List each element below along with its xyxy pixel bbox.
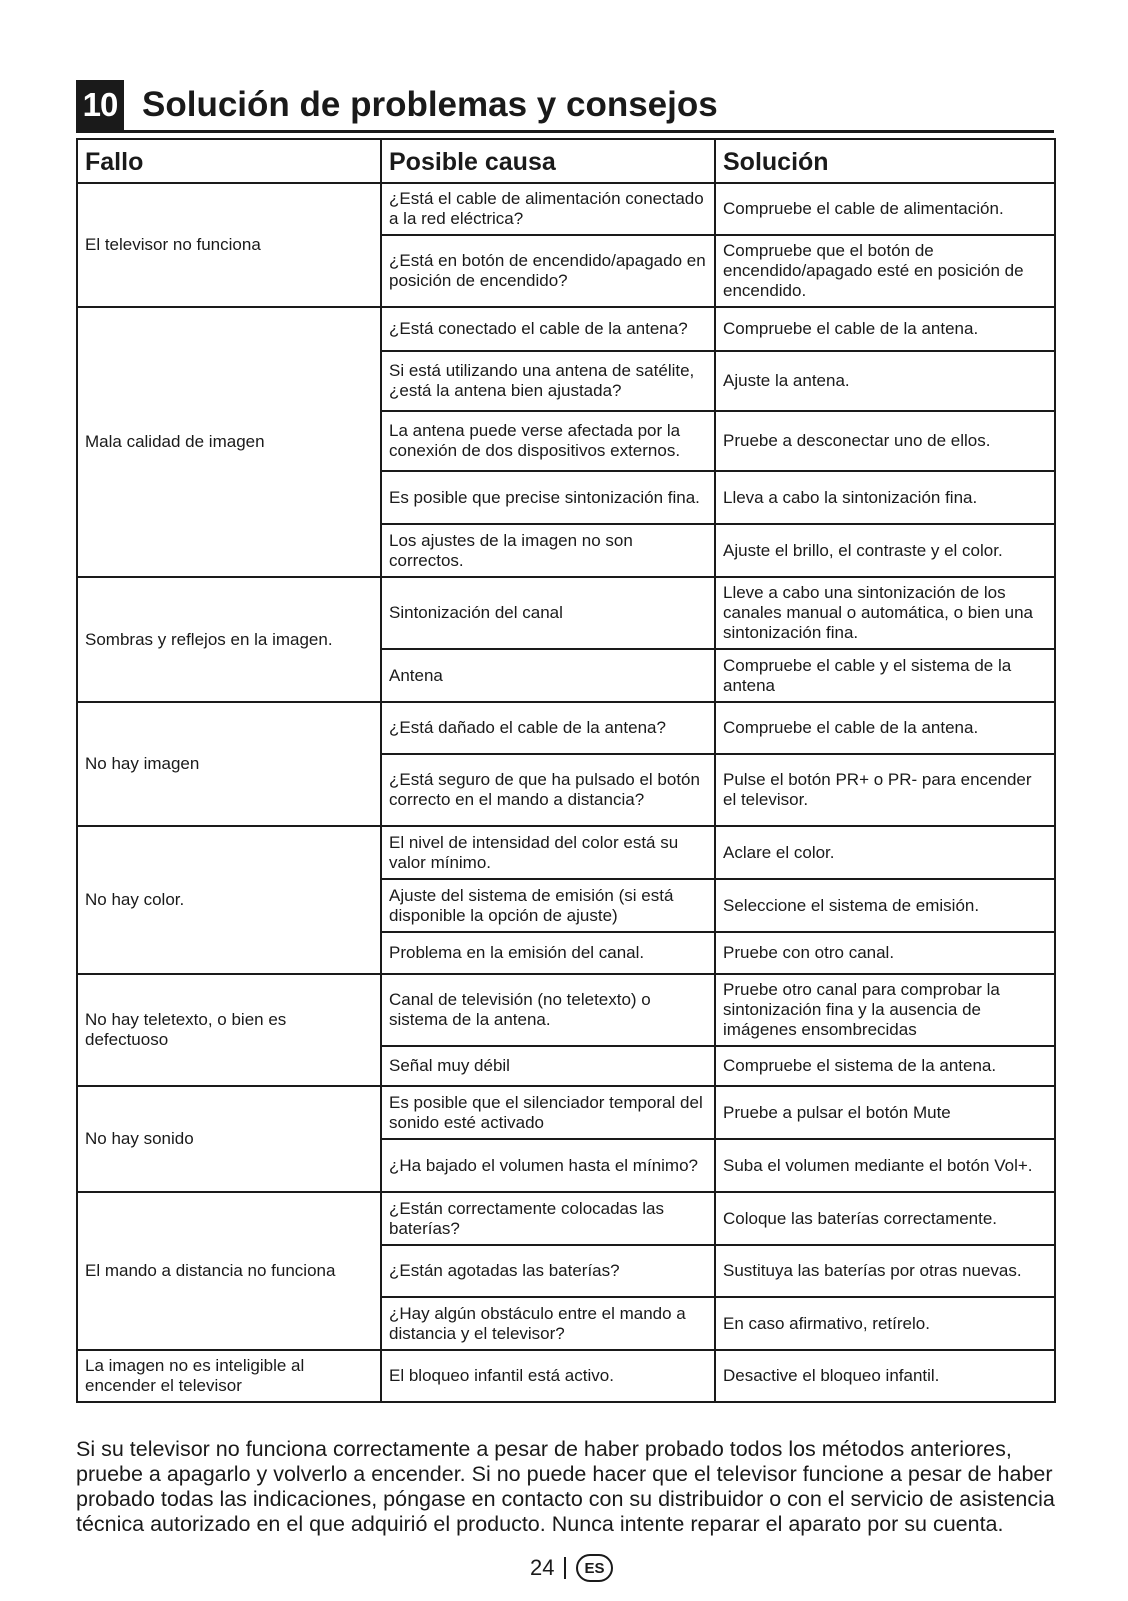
fault-cell: No hay imagen: [77, 702, 381, 826]
cause-cell: ¿Están agotadas las baterías?: [381, 1245, 715, 1297]
cause-cell: El nivel de intensidad del color está su valor mínimo.: [381, 826, 715, 879]
cause-cell: Antena: [381, 649, 715, 702]
column-header-fallo: Fallo: [77, 139, 381, 183]
solution-cell: Suba el volumen mediante el botón Vol+.: [715, 1139, 1055, 1192]
cause-cell: Problema en la emisión del canal.: [381, 932, 715, 974]
table-row: [77, 1086, 1055, 1139]
section-header: [76, 80, 1054, 133]
cause-cell: Si está utilizando una antena de satélite, ¿está la antena bien ajustada?: [381, 351, 715, 411]
cause-cell: ¿Hay algún obstáculo entre el mando a distancia y el televisor?: [381, 1297, 715, 1350]
solution-cell: Pruebe a desconectar uno de ellos.: [715, 411, 1055, 471]
solution-cell: Lleve a cabo una sintonización de los canales manual o automática, o bien una sintonización fina.: [715, 577, 1055, 649]
solution-cell: Ajuste la antena.: [715, 351, 1055, 411]
table-row: [77, 1350, 1055, 1402]
solution-cell: Compruebe el cable de la antena.: [715, 702, 1055, 754]
solution-cell: En caso afirmativo, retírelo.: [715, 1297, 1055, 1350]
fault-cell: No hay teletexto, o bien es defectuoso: [77, 974, 381, 1086]
solution-cell: Coloque las baterías correctamente.: [715, 1192, 1055, 1245]
solution-cell: Compruebe el cable de la antena.: [715, 307, 1055, 351]
table-row: [77, 702, 1055, 754]
fault-cell: La imagen no es inteligible al encender el televisor: [77, 1350, 381, 1402]
cause-cell: ¿Está el cable de alimentación conectado a la red eléctrica?: [381, 183, 715, 235]
solution-cell: Pruebe con otro canal.: [715, 932, 1055, 974]
troubleshooting-table: [76, 138, 1056, 1403]
solution-cell: Compruebe el cable de alimentación.: [715, 183, 1055, 235]
table-body: [77, 183, 1055, 1402]
page-number: 24: [530, 1555, 555, 1580]
cause-cell: ¿Están correctamente colocadas las baterías?: [381, 1192, 715, 1245]
cause-cell: ¿Está dañado el cable de la antena?: [381, 702, 715, 754]
cause-cell: Los ajustes de la imagen no son correctos.: [381, 524, 715, 577]
column-header-causa: Posible causa: [381, 139, 715, 183]
solution-cell: Seleccione el sistema de emisión.: [715, 879, 1055, 932]
solution-cell: Desactive el bloqueo infantil.: [715, 1350, 1055, 1402]
cause-cell: La antena puede verse afectada por la conexión de dos dispositivos externos.: [381, 411, 715, 471]
page-footer: [530, 1553, 613, 1583]
page-separator: [564, 1557, 566, 1579]
solution-cell: Sustituya las baterías por otras nuevas.: [715, 1245, 1055, 1297]
table-row: [77, 577, 1055, 649]
solution-cell: Pruebe a pulsar el botón Mute: [715, 1086, 1055, 1139]
solution-cell: Compruebe el sistema de la antena.: [715, 1046, 1055, 1086]
cause-cell: Es posible que precise sintonización fina.: [381, 471, 715, 524]
solution-cell: Pruebe otro canal para comprobar la sintonización fina y la ausencia de imágenes ensombrecidas: [715, 974, 1055, 1046]
cause-cell: Canal de televisión (no teletexto) o sistema de la antena.: [381, 974, 715, 1046]
solution-cell: Ajuste el brillo, el contraste y el color.: [715, 524, 1055, 577]
fault-cell: Mala calidad de imagen: [77, 307, 381, 577]
section-number-badge: 10: [76, 80, 124, 130]
cause-cell: Señal muy débil: [381, 1046, 715, 1086]
cause-cell: ¿Está en botón de encendido/apagado en posición de encendido?: [381, 235, 715, 307]
advice-paragraph: Si su televisor no funciona correctamente a pesar de haber probado todos los métodos anteriores, pruebe a apagarlo y volverlo a encender. Si no puede hacer que el televisor funcione a pesar de haber probado todas las indicaciones, póngase en contacto con su distribuidor o con el servicio de asistencia técnica autorizado en el que adquirió el producto. Nunca intente reparar el aparato por su cuenta.: [76, 1437, 1055, 1536]
cause-cell: ¿Está seguro de que ha pulsado el botón correcto en el mando a distancia?: [381, 754, 715, 826]
cause-cell: ¿Está conectado el cable de la antena?: [381, 307, 715, 351]
solution-cell: Pulse el botón PR+ o PR- para encender el televisor.: [715, 754, 1055, 826]
table-row: [77, 974, 1055, 1046]
solution-cell: Aclare el color.: [715, 826, 1055, 879]
page-title: Solución de problemas y consejos: [142, 85, 718, 124]
fault-cell: El televisor no funciona: [77, 183, 381, 307]
fault-cell: El mando a distancia no funciona: [77, 1192, 381, 1350]
cause-cell: Sintonización del canal: [381, 577, 715, 649]
cause-cell: ¿Ha bajado el volumen hasta el mínimo?: [381, 1139, 715, 1192]
solution-cell: Compruebe que el botón de encendido/apagado esté en posición de encendido.: [715, 235, 1055, 307]
column-header-solucion: Solución: [715, 139, 1055, 183]
solution-cell: Lleva a cabo la sintonización fina.: [715, 471, 1055, 524]
table-header-row: [77, 139, 1055, 183]
cause-cell: Ajuste del sistema de emisión (si está disponible la opción de ajuste): [381, 879, 715, 932]
table-row: [77, 1192, 1055, 1245]
table-row: [77, 183, 1055, 235]
cause-cell: El bloqueo infantil está activo.: [381, 1350, 715, 1402]
cause-cell: Es posible que el silenciador temporal del sonido esté activado: [381, 1086, 715, 1139]
fault-cell: No hay color.: [77, 826, 381, 974]
fault-cell: Sombras y reflejos en la imagen.: [77, 577, 381, 702]
table-row: [77, 307, 1055, 351]
fault-cell: No hay sonido: [77, 1086, 381, 1192]
language-badge: ES: [576, 1554, 612, 1582]
table-row: [77, 826, 1055, 879]
solution-cell: Compruebe el cable y el sistema de la antena: [715, 649, 1055, 702]
